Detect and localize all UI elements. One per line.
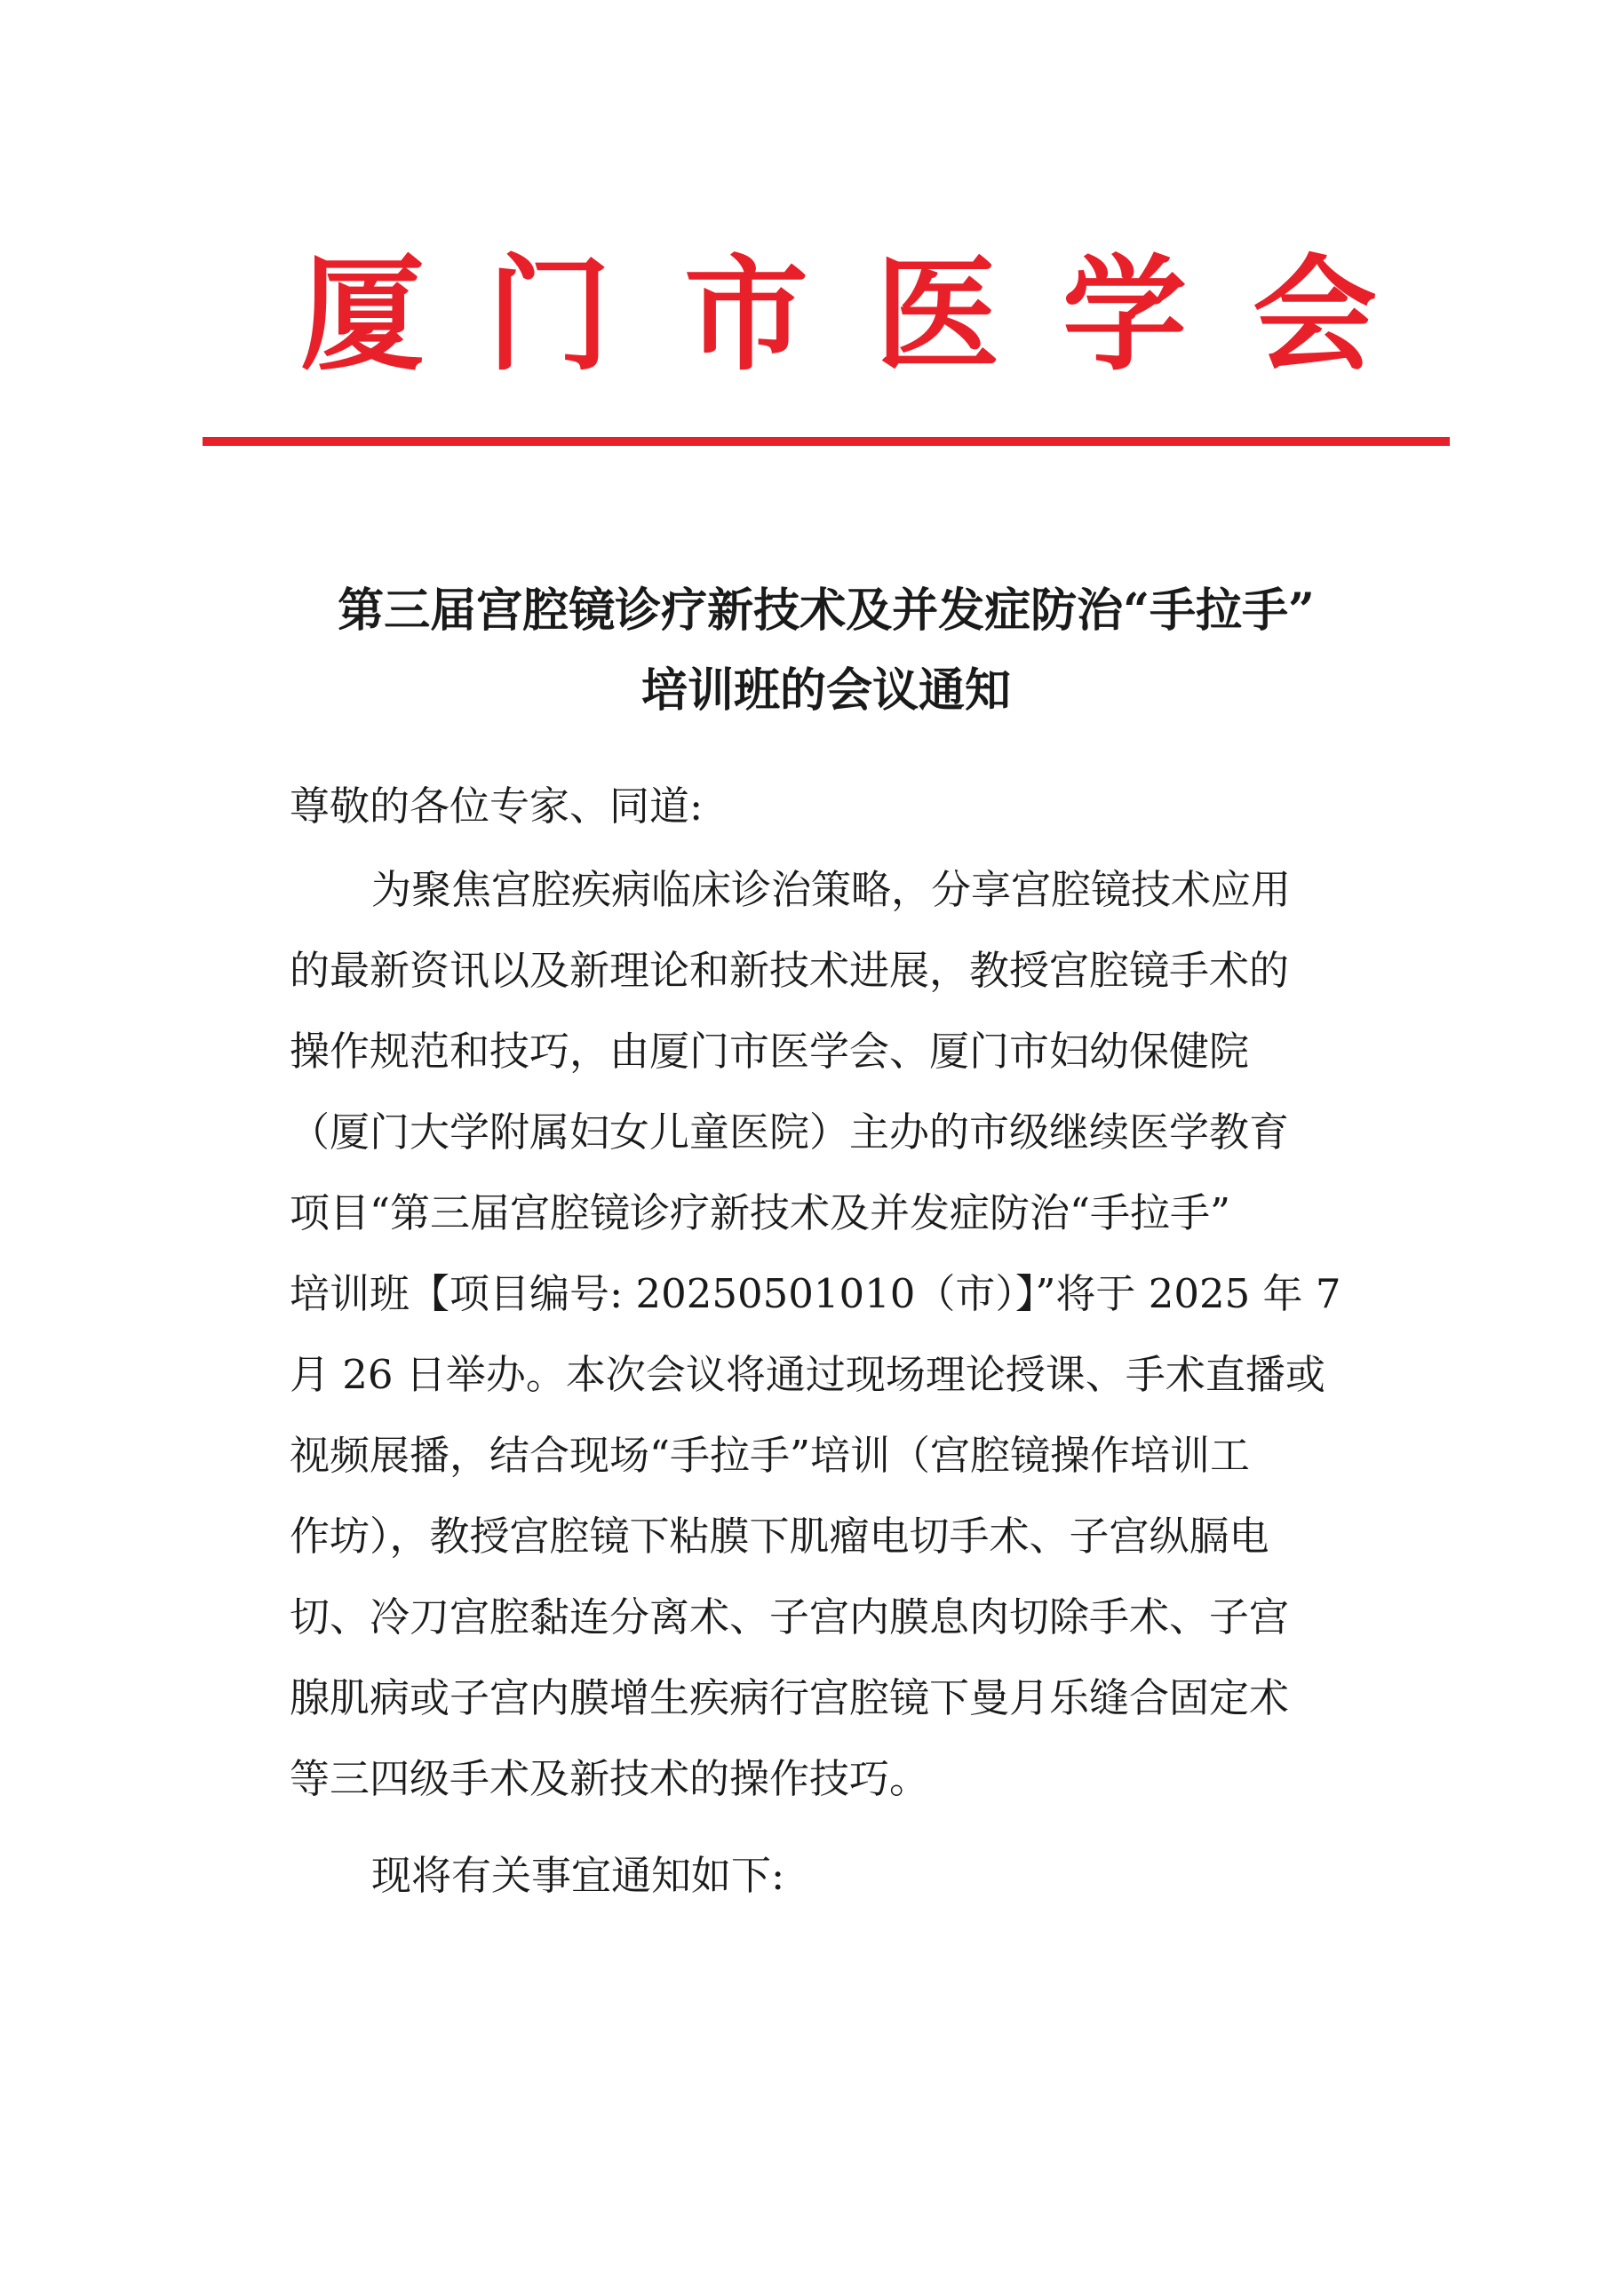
letterhead-char: 医 [875,242,1000,388]
closing-line: 现将有关事宜通知如下: [371,1852,785,1899]
letterhead-char: 学 [1062,242,1188,388]
letterhead-char: 厦 [300,242,426,388]
body-line: 操作规范和技巧，由厦门市医学会、厦门市妇幼保健院 [290,1028,1250,1075]
body-line: 腺肌病或子宫内膜增生疾病行宫腔镜下曼月乐缝合固定术 [290,1674,1290,1721]
body-line: 切、冷刀宫腔黏连分离术、子宫内膜息肉切除手术、子宫 [290,1593,1290,1641]
body-line: 为聚焦宫腔疾病临床诊治策略，分享宫腔镜技术应用 [371,866,1292,913]
salutation: 尊敬的各位专家、同道: [290,783,704,830]
body-line: （厦门大学附属妇女儿童医院）主办的市级继续医学教育 [290,1108,1290,1156]
document-title-line-1: 第三届宫腔镜诊疗新技术及并发症防治“手拉手” [338,584,1315,638]
body-line: 等三四级手术及新技术的操作技巧。 [290,1755,930,1802]
document-title-line-2: 培训班的会议通知 [640,663,1011,718]
body-line: 项目“第三届宫腔镜诊疗新技术及并发症防治“手拉手” [290,1189,1231,1236]
letterhead-divider [203,437,1450,446]
body-line: 培训班【项目编号: 20250501010（市）】”将于 2025 年 7 [290,1270,1341,1317]
letterhead-char: 市 [684,242,809,388]
body-line: 作坊），教授宫腔镜下粘膜下肌瘤电切手术、子宫纵膈电 [290,1513,1269,1560]
letterhead [0,242,1623,388]
body-line: 月 26 日举办。本次会议将通过现场理论授课、手术直播或 [290,1351,1325,1398]
body-line: 视频展播，结合现场“手拉手”培训（宫腔镜操作培训工 [290,1432,1251,1479]
letterhead-char: 门 [487,242,612,388]
body-line: 的最新资讯以及新理论和新技术进展，教授宫腔镜手术的 [290,947,1290,994]
letterhead-char: 会 [1253,242,1378,388]
